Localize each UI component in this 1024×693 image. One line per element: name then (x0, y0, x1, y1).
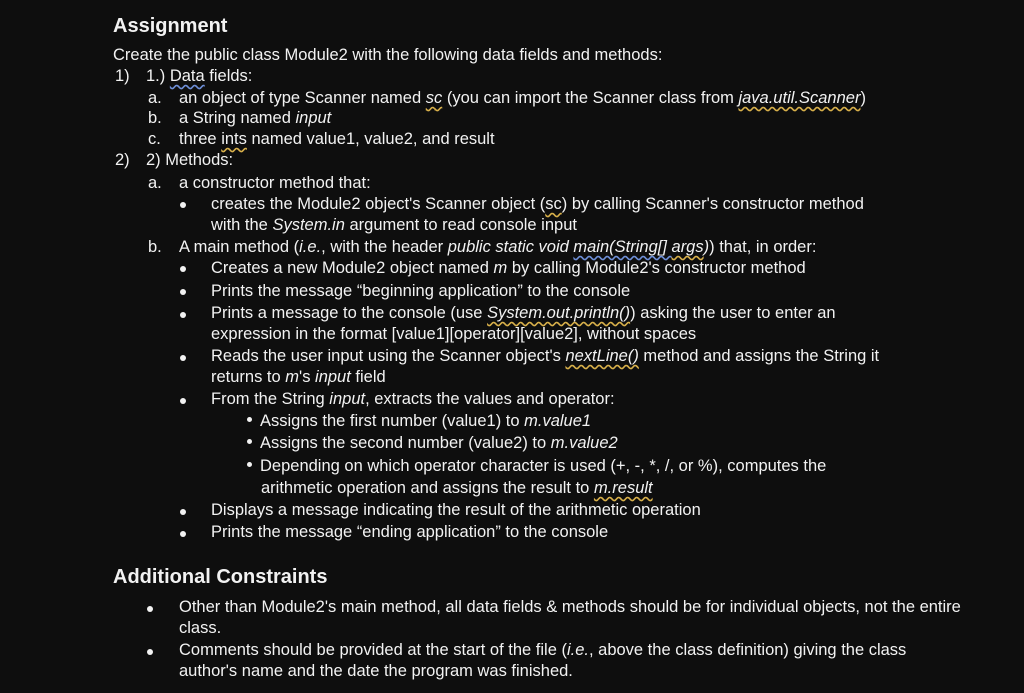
sub-bullet (247, 439, 252, 444)
step-7: Prints the message “ending application” to the console (211, 523, 609, 541)
step-4-line-2: returns to m's input field (211, 368, 386, 386)
field-b-letter: b. (148, 109, 162, 127)
methods-heading: 2) Methods: (146, 151, 234, 169)
sub-bullet (247, 417, 252, 422)
step-2: Prints the message “beginning application” to the console (211, 282, 631, 300)
bullet (180, 398, 186, 404)
constraint-1: Other than Module2's main method, all data fields & methods should be for individual objects, not the entire class. (179, 598, 961, 637)
constructor-line-2: with the System.in argument to read console input (211, 216, 577, 234)
bullet (180, 531, 186, 537)
constraint-2: Comments should be provided at the start of the file (i.e., above the class definition) giving the class author's name and the date the program was finished. (179, 641, 907, 680)
field-a-text: an object of type Scanner named sc (you can import the Scanner class from java.util.Scanner) (179, 89, 866, 107)
method-b-letter: b. (148, 238, 162, 256)
bullet (147, 649, 153, 655)
bullet (180, 289, 186, 295)
step-1: Creates a new Module2 object named m by calling Module2's constructor method (211, 259, 806, 277)
constructor-line-1: creates the Module2 object's Scanner object (sc) by calling Scanner's constructor method (211, 195, 864, 213)
method-a-letter: a. (148, 174, 162, 192)
bullet (180, 202, 186, 208)
step-3-line-1: Prints a message to the console (use System.out.println()) asking the user to enter an (211, 304, 836, 322)
list-number-1: 1) (115, 67, 130, 85)
list-number-2: 2) (115, 151, 130, 169)
field-b-text: a String named input (179, 109, 332, 127)
sub-bullet (247, 462, 252, 467)
step-6: Displays a message indicating the result of the arithmetic operation (211, 501, 701, 519)
sub-step-2: Assigns the second number (value2) to m.value2 (247, 433, 618, 454)
bullet (147, 606, 153, 612)
method-a-text: a constructor method that: (179, 174, 371, 192)
sub-step-1: Assigns the first number (value1) to m.value1 (247, 411, 591, 432)
method-b-text: A main method (i.e., with the header public static void main(String[] args)) that, in order: (179, 238, 817, 256)
step-3-line-2: expression in the format [value1][operator][value2], without spaces (211, 325, 697, 343)
step-4-line-1: Reads the user input using the Scanner object's nextLine() method and assigns the String it (211, 347, 880, 365)
intro-text: Create the public class Module2 with the following data fields and methods: (113, 46, 663, 64)
sub-step-3: Depending on which operator character is used (+, -, *, /, or %), computes the (247, 456, 826, 477)
field-c-text: three ints named value1, value2, and result (179, 130, 495, 148)
field-c-letter: c. (148, 130, 161, 148)
bullet (180, 509, 186, 515)
field-a-letter: a. (148, 89, 162, 107)
constraints-title: Additional Constraints (113, 566, 328, 588)
page-title: Assignment (113, 15, 228, 37)
bullet (180, 266, 186, 272)
bullet (180, 312, 186, 318)
sub-step-3-line-2: arithmetic operation and assigns the result to m.result (261, 479, 653, 497)
data-fields-heading: 1.) Data fields: (146, 67, 253, 85)
step-5: From the String input, extracts the values and operator: (211, 390, 615, 408)
bullet (180, 355, 186, 361)
